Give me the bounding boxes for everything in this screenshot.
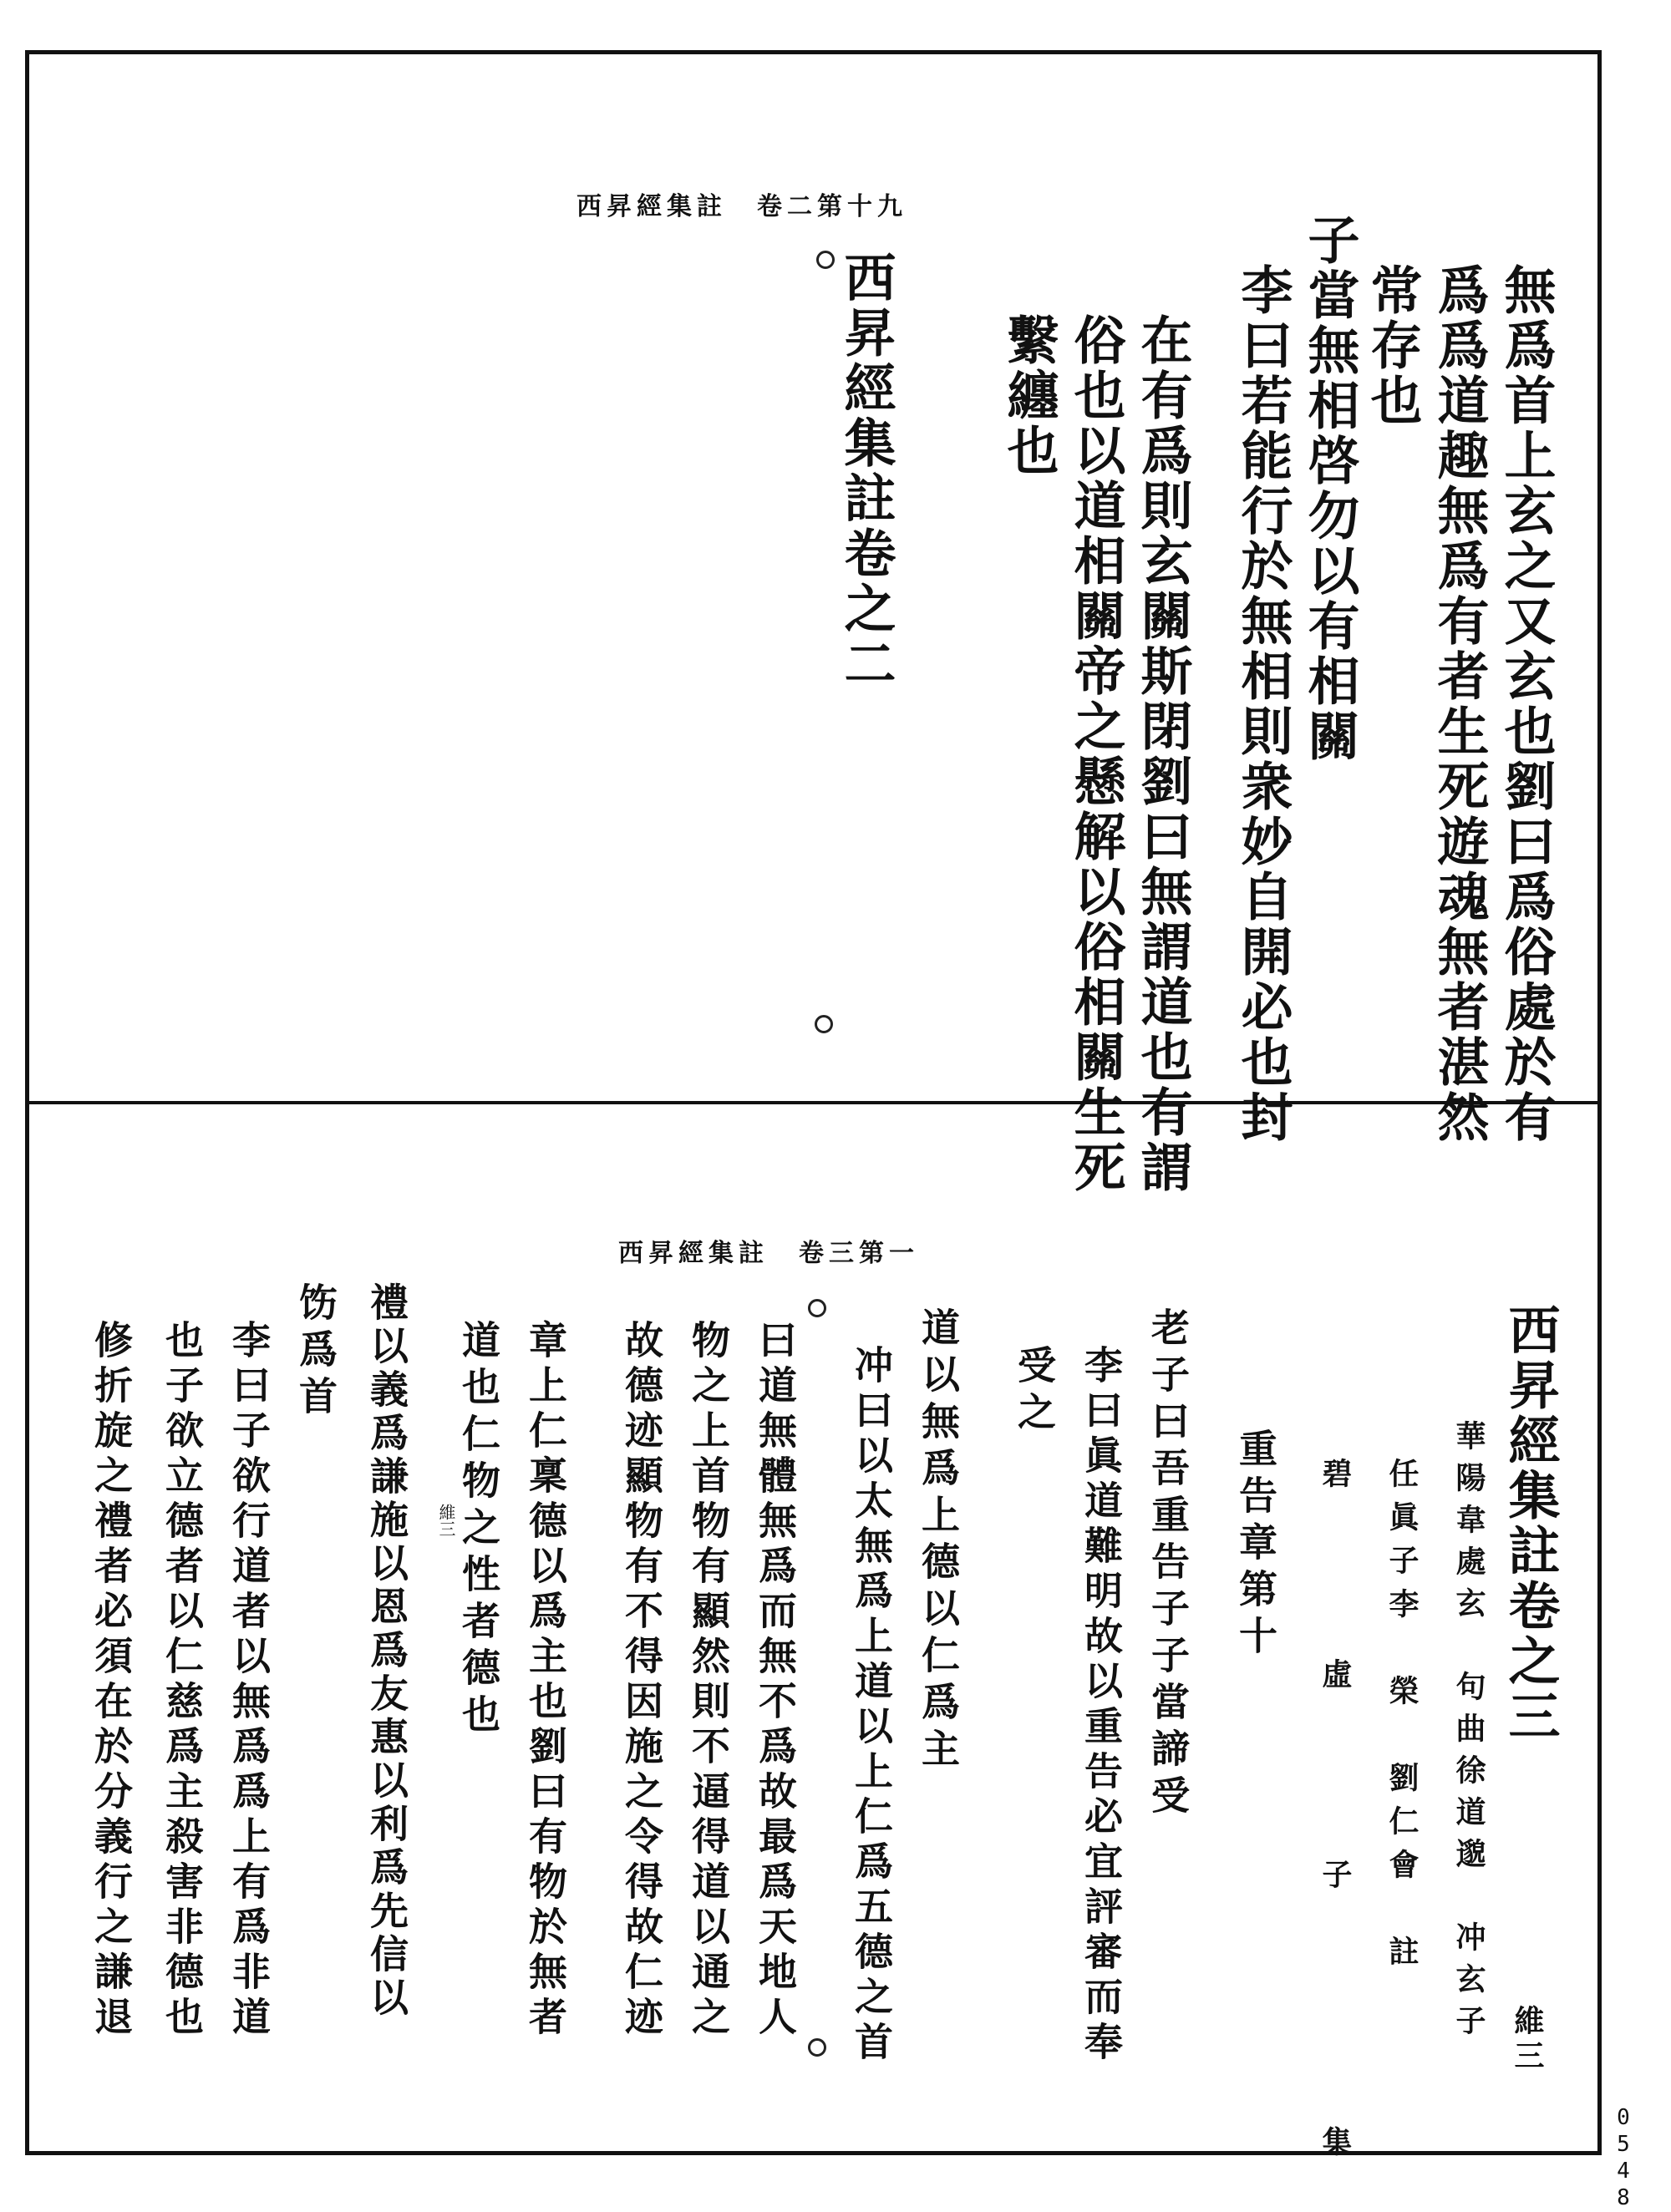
- bottom-column-13: 李曰子欲行道者以無爲爲上有爲非道: [226, 1320, 272, 2042]
- credit-line-1: 華陽韋處玄 句曲徐道邈 冲玄子: [1451, 1420, 1486, 2047]
- bottom-column-1: 老子曰吾重告子子當諦受: [1145, 1307, 1191, 1822]
- top-column-7: 俗也以道相關帝之懸解以俗相關生死: [1065, 313, 1126, 1195]
- top-column-1: 無爲首上玄之又玄也劉曰爲俗處於有: [1496, 263, 1557, 1145]
- top-column-4: 子當無相啓勿以有相關: [1299, 213, 1360, 764]
- bottom-column-3: 受之: [1012, 1345, 1057, 1438]
- top-column-2: 爲爲道趣無爲有者生死遊魂無者湛然: [1429, 263, 1490, 1145]
- page-divider: [25, 1101, 1602, 1104]
- chapter-title: 重告章第十: [1233, 1428, 1278, 1662]
- top-column-5: 李曰若能行於無相則衆妙自開必也封: [1232, 263, 1293, 1145]
- top-column-3: 常存也: [1362, 263, 1423, 429]
- bottom-column-9: 章上仁稟德以爲主也劉曰有物於無者: [523, 1320, 568, 2042]
- bottom-binding-hole-lower: [808, 2038, 826, 2057]
- top-column-8: 繫纏也: [998, 313, 1059, 479]
- page-number: 0548: [1611, 2105, 1636, 2212]
- bottom-column-2: 李曰眞道難明故以重告必宜評審而奉: [1079, 1345, 1124, 2067]
- bottom-column-4: 道以無爲上德以仁爲主: [916, 1307, 961, 1775]
- bottom-column-8: 故德迹顯物有不得因施之令得故仁迹: [619, 1320, 664, 2042]
- bottom-volume-title: 西昇經集註卷之三: [1500, 1303, 1561, 1744]
- bottom-column-5: 冲曰以太無爲上道以上仁爲五德之首: [849, 1345, 894, 2067]
- top-volume-end-title: 西昇經集註卷之二: [836, 251, 896, 692]
- top-running-header: 西昇經集註 卷二第十九: [576, 192, 907, 221]
- bottom-column-10: 道也仁物之性者德也: [456, 1320, 501, 1741]
- bottom-column-12: 饬爲首: [293, 1282, 338, 1423]
- credit-line-3: 碧 虛 子 集: [1318, 1458, 1353, 2193]
- top-binding-hole-lower: [815, 1015, 833, 1033]
- bottom-column-7: 物之上首物有顯然則不逼得道以通之: [686, 1320, 731, 2042]
- credit-line-2: 任眞子李 榮 劉仁會 註: [1384, 1458, 1420, 1979]
- bottom-column-15: 修折旋之禮者必須在於分義行之謙退: [89, 1320, 134, 2042]
- bottom-column-14: 也子欲立德者以仁慈爲主殺害非德也: [160, 1320, 205, 2042]
- bottom-volume-mark: 維三: [1510, 2005, 1545, 2075]
- bottom-running-header: 西昇經集註 卷三第一: [618, 1239, 919, 1268]
- top-column-6: 在有爲則玄關斯閉劉曰無謂道也有謂: [1132, 313, 1193, 1195]
- top-binding-hole-upper: [816, 251, 835, 269]
- bottom-binding-hole-upper: [808, 1299, 826, 1317]
- margin-mark: 維三: [436, 1504, 456, 1537]
- bottom-column-11: 禮以義爲謙施以恩爲友惠以利爲先信以: [364, 1282, 409, 2021]
- bottom-column-6: 曰道無體無爲而無不爲故最爲天地人: [753, 1320, 798, 2042]
